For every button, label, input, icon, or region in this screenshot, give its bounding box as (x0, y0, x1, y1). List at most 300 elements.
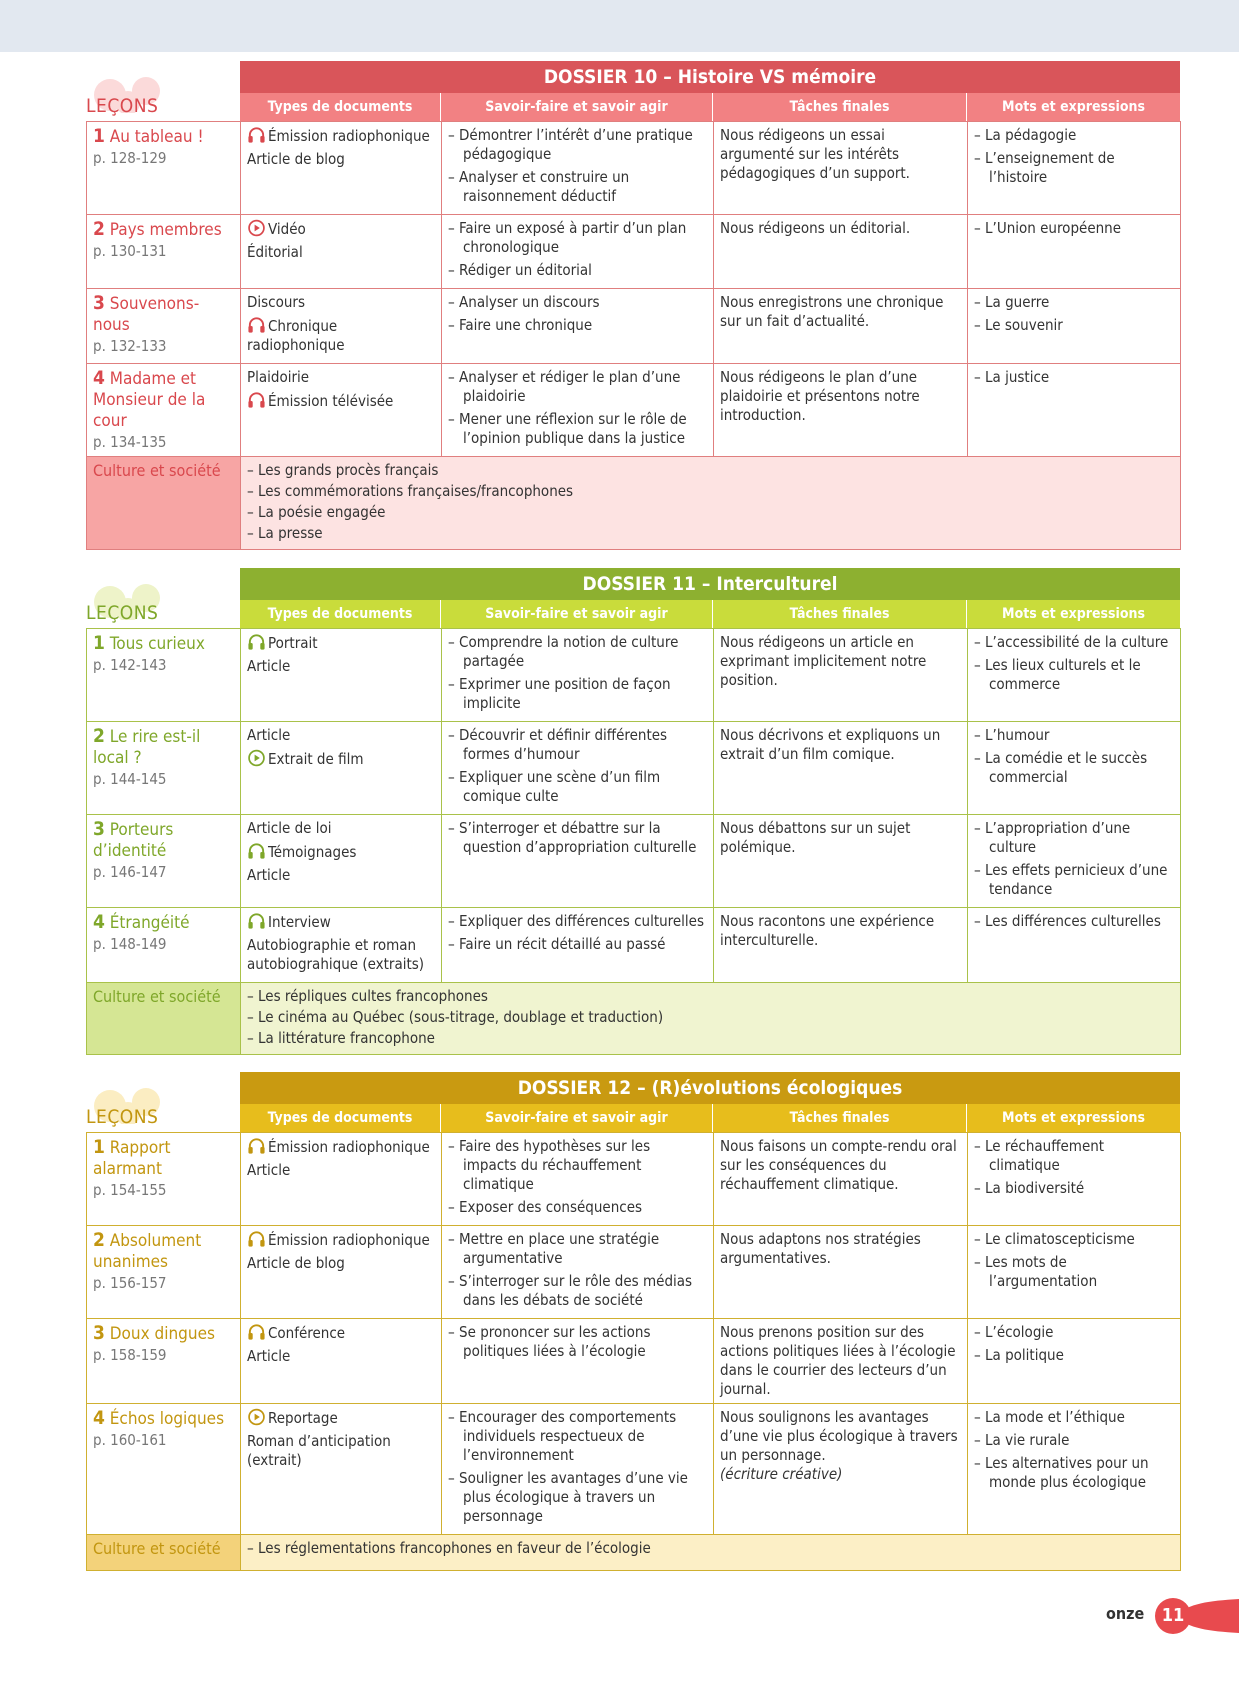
documents-cell (241, 815, 442, 908)
expression-item: – La politique (974, 1346, 1064, 1364)
document-type: Article (247, 866, 291, 884)
dossier-table (86, 121, 1181, 550)
tache-finale-text: Nous débattons sur un sujet polémique. (720, 819, 911, 856)
tache-finale-text: Nous décrivons et expliquons un extrait d’un film comique. (720, 726, 941, 763)
lesson-pages: p. 130-131 (93, 242, 167, 260)
savoir-faire-cell (442, 364, 714, 457)
tache-finale-text: Nous racontons une expérience interculturelle. (720, 912, 935, 949)
headphones-icon[interactable] (247, 127, 268, 145)
document-item (247, 391, 435, 411)
lesson-cell (87, 1133, 241, 1226)
lesson-title[interactable] (93, 633, 234, 655)
mots-expressions-cell (968, 722, 1181, 815)
document-type: Reportage (268, 1409, 338, 1427)
lesson-number: 1 (93, 1136, 105, 1158)
savoir-faire-item: – Analyser un discours (448, 293, 600, 311)
culture-text: Les réglementations francophones en faveur de l’écologie (258, 1539, 651, 1557)
savoir-faire-text: Mener une réflexion sur le rôle de l’opinion publique dans la justice (459, 410, 687, 447)
play-circle-icon[interactable] (247, 750, 268, 768)
expression-item: – La guerre (974, 293, 1050, 311)
expression-item: – La mode et l’éthique (974, 1408, 1125, 1426)
lesson-title[interactable] (93, 912, 234, 934)
document-item (247, 150, 435, 169)
tache-finale-text: Nous soulignons les avantages d’une vie plus écologique à travers un personnage. (720, 1408, 958, 1464)
expression-text: La politique (985, 1346, 1064, 1364)
lesson-title[interactable] (93, 1323, 234, 1345)
culture-label-cell (87, 457, 241, 550)
mots-expressions-cell (968, 122, 1181, 215)
culture-item: – Le cinéma au Québec (sous-titrage, doublage et traduction) (247, 1008, 664, 1026)
savoir-faire-cell (442, 215, 714, 289)
documents-cell (241, 215, 442, 289)
savoir-faire-text: Expliquer une scène d’un film comique culte (459, 768, 661, 805)
culture-text: Les répliques cultes francophones (258, 987, 488, 1005)
table-row (87, 215, 1181, 289)
culture-item: – Les commémorations françaises/francophones (247, 482, 574, 500)
savoir-faire-text: Faire des hypothèses sur les impacts du réchauffement climatique (459, 1137, 651, 1193)
tache-finale-cell (714, 289, 968, 364)
lesson-cell (87, 215, 241, 289)
savoir-faire-item: – Faire une chronique (448, 316, 593, 334)
lesson-pages: p. 146-147 (93, 863, 167, 881)
lesson-name: Le rire est-il local ? (93, 727, 201, 768)
savoir-faire-text: Découvrir et définir différentes formes d’humour (459, 726, 668, 763)
savoir-faire-text: Comprendre la notion de culture partagée (459, 633, 679, 670)
mots-expressions-cell (968, 215, 1181, 289)
lesson-number: 4 (93, 367, 105, 389)
header-types-documents: Types de documents (240, 1104, 441, 1132)
play-circle-icon[interactable] (247, 220, 268, 238)
lesson-cell (87, 1404, 241, 1535)
dossier-title: DOSSIER 11 – Interculturel (240, 568, 1180, 600)
expression-item: – L’appropriation d’une culture (974, 819, 1131, 856)
lesson-name: Pays membres (109, 220, 222, 240)
tache-finale-cell (714, 215, 968, 289)
mots-expressions-cell (968, 1226, 1181, 1319)
lesson-name: Rapport alarmant (93, 1138, 171, 1179)
savoir-faire-item: – Se prononcer sur les actions politiques liées à l’écologie (448, 1323, 651, 1360)
document-type: Article (247, 1161, 291, 1179)
table-row (87, 1226, 1181, 1319)
savoir-faire-text: S’interroger sur le rôle des médias dans les débats de société (459, 1272, 693, 1309)
expression-item: – Les alternatives pour un monde plus écologique (974, 1454, 1149, 1491)
headphones-icon[interactable] (247, 1231, 268, 1249)
document-item (247, 1408, 435, 1428)
tache-finale-cell (714, 815, 968, 908)
culture-label-cell (87, 1535, 241, 1571)
lesson-cell (87, 1319, 241, 1404)
document-item (247, 726, 435, 745)
column-headers (240, 1104, 1180, 1132)
lesson-number: 2 (93, 218, 105, 240)
culture-label: Culture et société (93, 1539, 221, 1558)
savoir-faire-text: Démontrer l’intérêt d’une pratique pédagogique (459, 126, 693, 163)
header-taches-finales: Tâches finales (713, 93, 967, 121)
documents-cell (241, 629, 442, 722)
culture-text: Les commémorations françaises/francophones (258, 482, 574, 500)
expression-text: Les différences culturelles (985, 912, 1161, 930)
document-type: Témoignages (268, 843, 357, 861)
lesson-number: 2 (93, 1229, 105, 1251)
lesson-number: 2 (93, 725, 105, 747)
savoir-faire-text: Faire un exposé à partir d’un plan chronologique (459, 219, 687, 256)
document-type: Éditorial (247, 243, 303, 261)
document-item (247, 749, 435, 769)
expression-text: Le réchauffement climatique (985, 1137, 1105, 1174)
mots-expressions-cell (968, 908, 1181, 983)
expression-text: L’enseignement de l’histoire (985, 149, 1115, 186)
expression-text: L’humour (985, 726, 1050, 744)
expression-item: – L’écologie (974, 1323, 1054, 1341)
expression-item: – Les différences culturelles (974, 912, 1161, 930)
savoir-faire-item: – Encourager des comportements individuels respectueux de l’environnement (448, 1408, 677, 1464)
culture-item: – Les réglementations francophones en faveur de l’écologie (247, 1539, 651, 1557)
tache-finale-text: Nous prenons position sur des actions politiques liées à l’écologie dans le courrier des lecteurs d’un journal. (720, 1323, 956, 1398)
lesson-pages: p. 148-149 (93, 935, 167, 953)
document-item (247, 1347, 435, 1366)
document-item (247, 1432, 435, 1470)
savoir-faire-text: Analyser et construire un raisonnement déductif (459, 168, 630, 205)
table-row (87, 629, 1181, 722)
lesson-number: 4 (93, 1407, 105, 1429)
document-item (247, 842, 435, 862)
culture-row (87, 983, 1181, 1055)
savoir-faire-cell (442, 908, 714, 983)
lecons-label: LEÇONS (86, 95, 159, 117)
culture-item: – La poésie engagée (247, 503, 386, 521)
document-item (247, 912, 435, 932)
header-mots-expressions: Mots et expressions (1002, 1110, 1145, 1126)
document-item (247, 1137, 435, 1157)
mots-expressions-cell (968, 289, 1181, 364)
documents-cell (241, 1404, 442, 1535)
savoir-faire-text: Souligner les avantages d’une vie plus écologique à travers un personnage (459, 1469, 688, 1525)
documents-cell (241, 122, 442, 215)
document-item (247, 368, 435, 387)
lesson-name: Au tableau ! (109, 127, 204, 147)
savoir-faire-cell (442, 815, 714, 908)
lesson-pages: p. 134-135 (93, 433, 167, 451)
savoir-faire-item: – Mettre en place une stratégie argumentative (448, 1230, 660, 1267)
table-row (87, 122, 1181, 215)
expression-item: – L’Union européenne (974, 219, 1122, 237)
documents-cell (241, 289, 442, 364)
dossier-title: DOSSIER 10 – Histoire VS mémoire (240, 61, 1180, 93)
mots-expressions-cell (968, 629, 1181, 722)
lesson-title[interactable] (93, 219, 234, 241)
documents-cell (241, 1226, 442, 1319)
lesson-cell (87, 722, 241, 815)
savoir-faire-item: – Expliquer des différences culturelles (448, 912, 705, 930)
table-row (87, 815, 1181, 908)
savoir-faire-text: Rédiger un éditorial (459, 261, 592, 279)
expression-item: – La justice (974, 368, 1050, 386)
savoir-faire-cell (442, 722, 714, 815)
documents-cell (241, 364, 442, 457)
savoir-faire-text: Se prononcer sur les actions politiques liées à l’écologie (459, 1323, 651, 1360)
headphones-icon[interactable] (247, 634, 268, 652)
expression-item: – L’enseignement de l’histoire (974, 149, 1115, 186)
savoir-faire-item: – Mener une réflexion sur le rôle de l’opinion publique dans la justice (448, 410, 687, 447)
header-types-documents: Types de documents (240, 600, 441, 628)
expression-text: Les alternatives pour un monde plus écologique (985, 1454, 1149, 1491)
lesson-number: 3 (93, 1322, 105, 1344)
page-number-word: onze (1106, 1604, 1145, 1623)
document-type: Conférence (268, 1324, 346, 1342)
expression-item: – Le climatoscepticisme (974, 1230, 1135, 1248)
tache-finale-text: Nous rédigeons un essai argumenté sur les intérêts pédagogiques d’un support. (720, 126, 910, 182)
header-taches-finales: Tâches finales (713, 1104, 967, 1132)
dossier-table (86, 1132, 1181, 1571)
lesson-title[interactable] (93, 726, 234, 769)
culture-content-cell (241, 457, 1181, 550)
documents-cell (241, 722, 442, 815)
culture-label-cell (87, 983, 241, 1055)
savoir-faire-item: – Expliquer une scène d’un film comique culte (448, 768, 661, 805)
savoir-faire-item: – Découvrir et définir différentes formes d’humour (448, 726, 668, 763)
table-row (87, 722, 1181, 815)
document-item (247, 1161, 435, 1180)
document-item (247, 1323, 435, 1343)
expression-text: Les mots de l’argumentation (985, 1253, 1098, 1290)
expression-text: La mode et l’éthique (985, 1408, 1125, 1426)
mots-expressions-cell (968, 815, 1181, 908)
page-number: 11 (1161, 1605, 1185, 1626)
culture-text: La poésie engagée (258, 503, 386, 521)
expression-text: La vie rurale (985, 1431, 1070, 1449)
culture-text: Le cinéma au Québec (sous-titrage, doublage et traduction) (258, 1008, 664, 1026)
lecons-label: LEÇONS (86, 602, 159, 624)
headphones-icon[interactable] (247, 843, 268, 861)
lesson-name: Doux dingues (109, 1324, 215, 1344)
culture-item: – La presse (247, 524, 323, 542)
document-type: Émission radiophonique (268, 1138, 430, 1156)
document-type: Émission radiophonique (268, 1231, 430, 1249)
expression-item: – La vie rurale (974, 1431, 1070, 1449)
top-band (0, 0, 1239, 52)
document-item (247, 866, 435, 885)
savoir-faire-item: – S’interroger et débattre sur la question d’appropriation culturelle (448, 819, 697, 856)
document-item (247, 293, 435, 312)
document-type: Autobiographie et roman autobiograhique (extraits) (247, 936, 425, 973)
headphones-icon[interactable] (247, 1138, 268, 1156)
lesson-name: Étrangéité (109, 913, 190, 933)
savoir-faire-text: Exprimer une position de façon implicite (459, 675, 671, 712)
document-type: Discours (247, 293, 305, 311)
mots-expressions-cell (968, 1404, 1181, 1535)
savoir-faire-item: – Démontrer l’intérêt d’une pratique pédagogique (448, 126, 693, 163)
lesson-title[interactable] (93, 368, 234, 432)
savoir-faire-item: – Rédiger un éditorial (448, 261, 592, 279)
tache-finale-text: Nous enregistrons une chronique sur un fait d’actualité. (720, 293, 944, 330)
savoir-faire-text: Expliquer des différences culturelles (459, 912, 705, 930)
expression-item: – Le souvenir (974, 316, 1063, 334)
lesson-name: Souvenons-nous (93, 294, 200, 335)
headphones-icon[interactable] (247, 392, 268, 410)
savoir-faire-item: – Faire un exposé à partir d’un plan chronologique (448, 219, 687, 256)
lesson-title[interactable] (93, 819, 234, 862)
culture-label: Culture et société (93, 987, 221, 1006)
document-type: Portrait (268, 634, 318, 652)
lesson-cell (87, 289, 241, 364)
mots-expressions-cell (968, 1133, 1181, 1226)
header-types-documents: Types de documents (240, 93, 441, 121)
savoir-faire-text: Faire une chronique (459, 316, 593, 334)
savoir-faire-cell (442, 1133, 714, 1226)
lesson-title[interactable] (93, 126, 234, 148)
tache-finale-cell (714, 1226, 968, 1319)
document-item (247, 316, 435, 355)
savoir-faire-cell (442, 1404, 714, 1535)
dossier-table (86, 628, 1181, 1055)
document-type: Article de blog (247, 150, 345, 168)
lecons-label: LEÇONS (86, 1106, 159, 1128)
table-row (87, 1133, 1181, 1226)
table-row (87, 908, 1181, 983)
headphones-icon[interactable] (247, 317, 268, 335)
expression-item: – La comédie et le succès commercial (974, 749, 1148, 786)
lesson-title[interactable] (93, 293, 234, 336)
savoir-faire-item: – Analyser et rédiger le plan d’une plaidoirie (448, 368, 681, 405)
expression-text: La guerre (985, 293, 1050, 311)
lesson-name: Absolument unanimes (93, 1231, 202, 1272)
tache-finale-text: Nous faisons un compte-rendu oral sur les conséquences du réchauffement climatique. (720, 1137, 957, 1193)
tache-finale-cell (714, 1319, 968, 1404)
column-headers (240, 600, 1180, 628)
savoir-faire-item: – Faire un récit détaillé au passé (448, 935, 666, 953)
expression-item: – Les mots de l’argumentation (974, 1253, 1098, 1290)
document-type: Émission radiophonique (268, 127, 430, 145)
document-type: Extrait de film (268, 750, 364, 768)
tache-finale-text: Nous rédigeons un éditorial. (720, 219, 911, 237)
mots-expressions-cell (968, 364, 1181, 457)
expression-text: Le climatoscepticisme (985, 1230, 1135, 1248)
lesson-cell (87, 815, 241, 908)
lesson-title[interactable] (93, 1230, 234, 1273)
document-type: Émission télévisée (268, 392, 394, 410)
savoir-faire-text: Analyser un discours (459, 293, 600, 311)
lesson-number: 3 (93, 818, 105, 840)
expression-item: – La pédagogie (974, 126, 1077, 144)
documents-cell (241, 908, 442, 983)
savoir-faire-text: Analyser et rédiger le plan d’une plaidoirie (459, 368, 681, 405)
lesson-pages: p. 160-161 (93, 1431, 167, 1449)
savoir-faire-item: – S’interroger sur le rôle des médias dans les débats de société (448, 1272, 693, 1309)
savoir-faire-text: Exposer des conséquences (459, 1198, 643, 1216)
lesson-number: 4 (93, 911, 105, 933)
tache-finale-cell (714, 908, 968, 983)
lesson-title[interactable] (93, 1408, 234, 1430)
mots-expressions-cell (968, 1319, 1181, 1404)
savoir-faire-item: – Faire des hypothèses sur les impacts du réchauffement climatique (448, 1137, 651, 1193)
savoir-faire-cell (442, 1319, 714, 1404)
lesson-name: Porteurs d’identité (93, 820, 174, 861)
lesson-number: 1 (93, 632, 105, 654)
expression-item: – La biodiversité (974, 1179, 1085, 1197)
table-row (87, 1319, 1181, 1404)
savoir-faire-item: – Comprendre la notion de culture partagée (448, 633, 679, 670)
lesson-pages: p. 144-145 (93, 770, 167, 788)
headphones-icon[interactable] (247, 1324, 268, 1342)
document-item (247, 633, 435, 653)
documents-cell (241, 1319, 442, 1404)
tache-finale-cell (714, 1133, 968, 1226)
expression-text: Le souvenir (985, 316, 1063, 334)
document-item (247, 1230, 435, 1250)
savoir-faire-cell (442, 629, 714, 722)
document-type: Interview (268, 913, 331, 931)
expression-text: L’Union européenne (985, 219, 1122, 237)
header-savoir-faire: Savoir-faire et savoir agir (441, 600, 713, 628)
lesson-name: Échos logiques (109, 1409, 225, 1429)
tache-finale-cell (714, 364, 968, 457)
lesson-cell (87, 1226, 241, 1319)
lesson-pages: p. 132-133 (93, 337, 167, 355)
document-item (247, 126, 435, 146)
document-item (247, 819, 435, 838)
document-type: Article de loi (247, 819, 332, 837)
lesson-pages: p. 158-159 (93, 1346, 167, 1364)
culture-item: – Les répliques cultes francophones (247, 987, 488, 1005)
document-type: Article de blog (247, 1254, 345, 1272)
culture-label: Culture et société (93, 461, 221, 480)
culture-row (87, 457, 1181, 550)
savoir-faire-item: – Exprimer une position de façon implicite (448, 675, 671, 712)
lesson-pages: p. 142-143 (93, 656, 167, 674)
play-circle-icon[interactable] (247, 1409, 268, 1427)
lesson-title[interactable] (93, 1137, 234, 1180)
lesson-name: Tous curieux (109, 634, 205, 654)
tache-finale-cell (714, 629, 968, 722)
savoir-faire-cell (442, 122, 714, 215)
header-savoir-faire: Savoir-faire et savoir agir (441, 1104, 713, 1132)
culture-item: – Les grands procès français (247, 461, 439, 479)
expression-text: La justice (985, 368, 1050, 386)
expression-text: L’appropriation d’une culture (985, 819, 1131, 856)
document-type: Article (247, 657, 291, 675)
tache-finale-note: (écriture créative) (720, 1465, 843, 1483)
lesson-pages: p. 128-129 (93, 149, 167, 167)
document-item (247, 219, 435, 239)
document-type: Article (247, 1347, 291, 1365)
tache-finale-text: Nous adaptons nos stratégies argumentatives. (720, 1230, 921, 1267)
culture-item: – La littérature francophone (247, 1029, 435, 1047)
expression-text: La comédie et le succès commercial (985, 749, 1148, 786)
savoir-faire-cell (442, 289, 714, 364)
lesson-cell (87, 122, 241, 215)
savoir-faire-text: S’interroger et débattre sur la question d’appropriation culturelle (459, 819, 697, 856)
document-type: Article (247, 726, 291, 744)
document-type: Vidéo (268, 220, 306, 238)
dossier-title: DOSSIER 12 – (R)évolutions écologiques (240, 1072, 1180, 1104)
document-item (247, 243, 435, 262)
header-mots-expressions: Mots et expressions (1002, 99, 1145, 115)
lesson-pages: p. 154-155 (93, 1181, 167, 1199)
savoir-faire-text: Faire un récit détaillé au passé (459, 935, 666, 953)
lesson-pages: p. 156-157 (93, 1274, 167, 1292)
headphones-icon[interactable] (247, 913, 268, 931)
tache-finale-text: Nous rédigeons un article en exprimant implicitement notre position. (720, 633, 927, 689)
tache-finale-cell (714, 122, 968, 215)
table-row (87, 364, 1181, 457)
table-row (87, 289, 1181, 364)
culture-row (87, 1535, 1181, 1571)
header-taches-finales: Tâches finales (713, 600, 967, 628)
savoir-faire-item: – Analyser et construire un raisonnement déductif (448, 168, 630, 205)
expression-item: – L’humour (974, 726, 1050, 744)
lesson-cell (87, 629, 241, 722)
tache-finale-cell (714, 722, 968, 815)
